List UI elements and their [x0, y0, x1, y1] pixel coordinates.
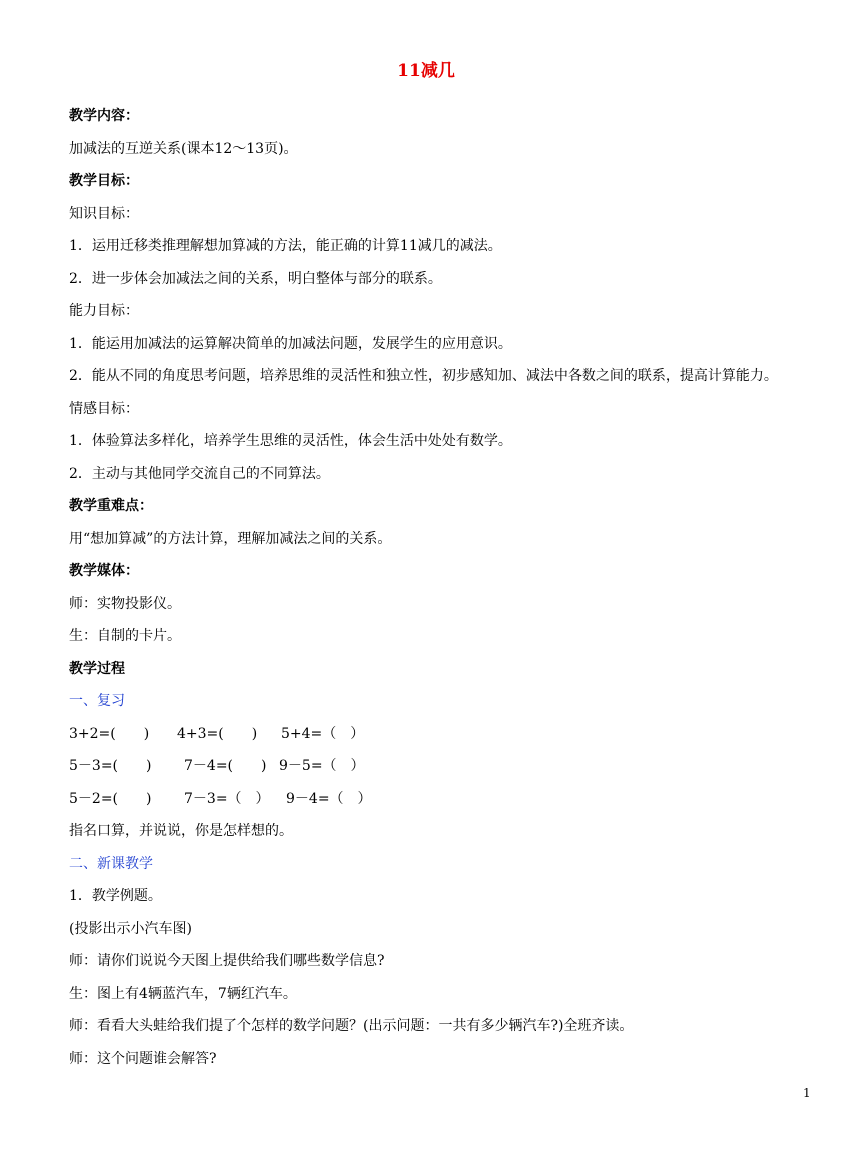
subheading-ability: 能力目标： — [69, 303, 139, 319]
document-title: 11减几 — [397, 61, 455, 81]
heading-key-points: 教学重难点： — [69, 498, 153, 514]
equation: 9－5=（ ） — [279, 758, 365, 774]
document-body — [69, 100, 829, 1075]
equation: 4+3=( ) — [177, 725, 258, 742]
paragraph: 2．主动与其他同学交流自己的不同算法。 — [69, 465, 330, 482]
paragraph: 师：看看大头蛙给我们提了个怎样的数学问题？(出示问题：一共有多少辆汽车?)全班齐读。 — [69, 1018, 634, 1034]
paragraph: 师：实物投影仪。 — [69, 595, 181, 612]
subheading-knowledge: 知识目标： — [69, 205, 139, 222]
paragraph: 指名口算，并说说，你是怎样想的。 — [69, 823, 293, 839]
section-new-lesson: 二、新课教学 — [69, 855, 153, 872]
paragraph: 1．能运用加减法的运算解决简单的加减法问题，发展学生的应用意识。 — [69, 335, 512, 352]
paragraph: 2．进一步体会加减法之间的关系，明白整体与部分的联系。 — [69, 270, 442, 287]
equation: 7－4=( ) — [184, 758, 267, 774]
equation: 3+2=( ) — [69, 725, 150, 742]
section-review: 一、复习 — [69, 693, 125, 709]
paragraph: 生：自制的卡片。 — [69, 628, 181, 644]
equation: 9－4=（ ） — [286, 790, 372, 807]
subheading-emotion: 情感目标： — [69, 400, 139, 417]
heading-media: 教学媒体： — [69, 563, 139, 579]
equation-row — [69, 718, 829, 751]
paragraph: 1．运用迁移类推理解想加算减的方法，能正确的计算11减几的减法。 — [69, 238, 502, 254]
equation: 5+4=（ ） — [281, 725, 365, 742]
paragraph: (投影出示小汽车图) — [69, 920, 192, 937]
heading-process: 教学过程 — [69, 660, 125, 677]
page-number: 1 — [803, 1086, 811, 1100]
equation-row — [69, 750, 829, 783]
heading-goals: 教学目标： — [69, 173, 139, 189]
paragraph: 1．体验算法多样化，培养学生思维的灵活性，体会生活中处处有数学。 — [69, 433, 512, 449]
paragraph: 用“想加算减”的方法计算，理解加减法之间的关系。 — [69, 530, 392, 547]
heading-content: 教学内容： — [69, 108, 139, 124]
paragraph: 加减法的互逆关系(课本12～13页)。 — [69, 140, 298, 157]
paragraph: 2．能从不同的角度思考问题，培养思维的灵活性和独立性，初步感知加、减法中各数之间的联系，提高计算能力。 — [69, 368, 778, 384]
paragraph: 师：请你们说说今天图上提供给我们哪些数学信息? — [69, 953, 385, 969]
paragraph: 师：这个问题谁会解答? — [69, 1050, 217, 1067]
equation: 7－3=（ ） — [184, 790, 270, 807]
equation: 5－2=( ) — [69, 790, 152, 807]
equation: 5－3=( ) — [69, 758, 152, 774]
paragraph: 1．教学例题。 — [69, 888, 162, 904]
paragraph: 生：图上有4辆蓝汽车，7辆红汽车。 — [69, 985, 297, 1002]
equation-row — [69, 783, 829, 816]
